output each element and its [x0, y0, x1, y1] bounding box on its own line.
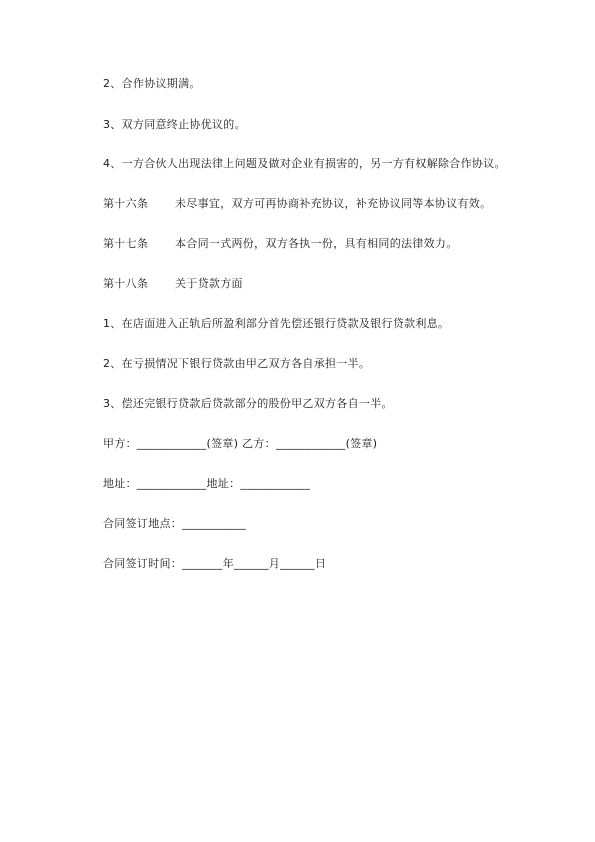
loan-clause-1: 1、在店面进入正轨后所盈利部分首先偿还银行贷款及银行贷款利息。 — [103, 317, 450, 330]
loan-clause-3: 3、偿还完银行贷款后贷款部分的股份甲乙双方各自一半。 — [103, 397, 393, 410]
article-17-text: 本合同一式两份，双方各执一份，具有相同的法律效力。 — [175, 237, 458, 250]
clause-line-2: 2、合作协议期满。 — [103, 77, 201, 90]
article-18 — [103, 276, 575, 292]
address-line: 地址：____________地址：____________ — [103, 477, 310, 490]
article-16-heading: 第十六条 — [103, 197, 149, 210]
article-18-text: 关于贷款方面 — [175, 277, 243, 290]
clause-line-4: 4、一方合伙人出现法律上问题及做对企业有损害的，另一方有权解除合作协议。 — [103, 157, 506, 170]
signing-date-line: 合同签订时间：_______年______月______日 — [103, 557, 327, 570]
article-17 — [103, 236, 575, 252]
loan-clause-2: 2、在亏损情况下银行贷款由甲乙双方各自承担一半。 — [103, 357, 371, 370]
article-17-heading: 第十七条 — [103, 237, 149, 250]
signature-line: 甲方：____________(签章) 乙方：____________(签章) — [103, 437, 378, 450]
article-16-text: 未尽事宜，双方可再协商补充协议，补充协议同等本协议有效。 — [175, 197, 492, 210]
article-16 — [103, 196, 575, 212]
article-18-heading: 第十八条 — [103, 277, 149, 290]
clause-line-3: 3、双方同意终止协优议的。 — [103, 118, 246, 131]
signing-place-line: 合同签订地点：___________ — [103, 517, 246, 530]
